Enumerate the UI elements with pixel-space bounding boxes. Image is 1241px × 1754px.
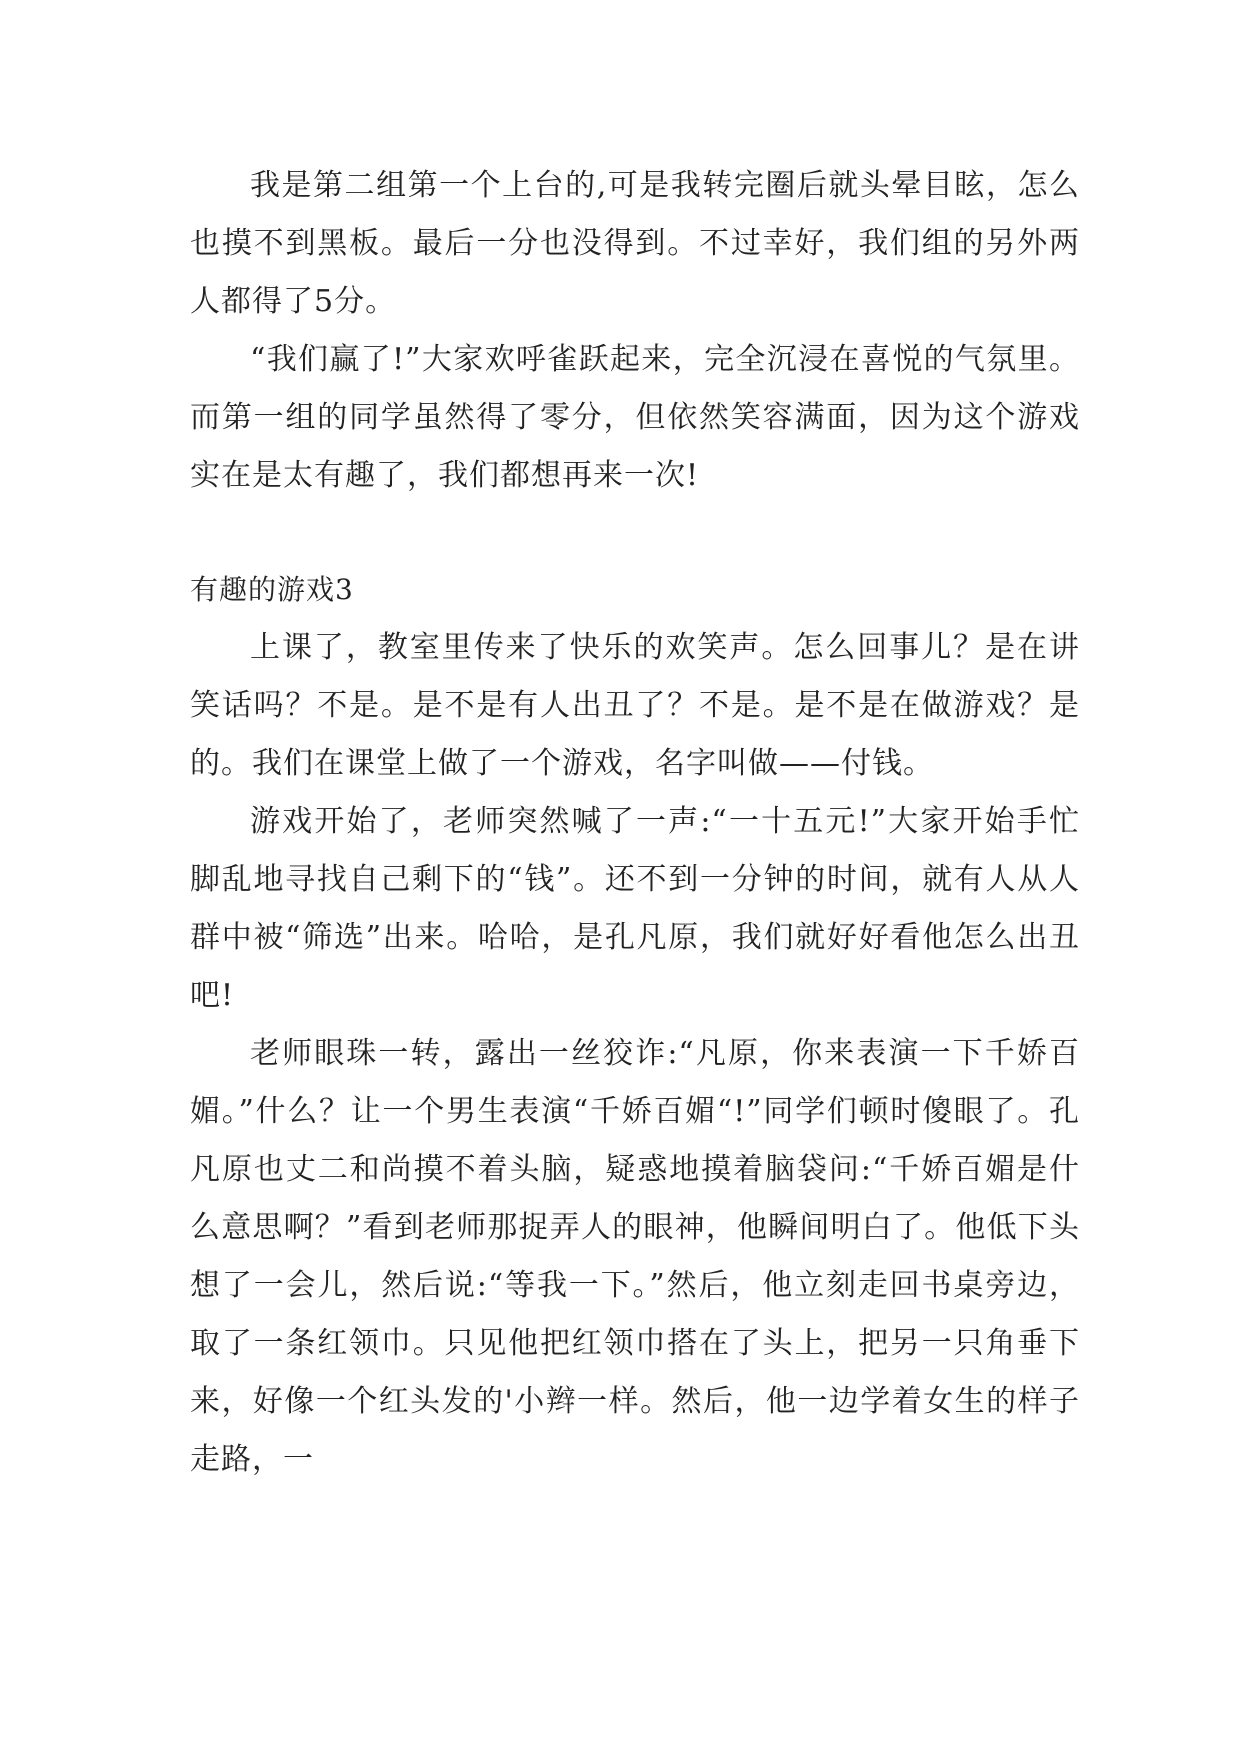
paragraph: 老师眼珠一转，露出一丝狡诈:“凡原，你来表演一下千娇百媚。”什么？让一个男生表演“千娇百媚“!”同学们顿时傻眼了。孔凡原也丈二和尚摸不着头脑，疑惑地摸着脑袋问:“千娇百媚是什么意思啊？”看到老师那捉弄人的眼神，他瞬间明白了。他低下头想了一会儿，然后说:“等我一下。”然后，他立刻走回书桌旁边，取了一条红领巾。只见他把红领巾搭在了头上，把另一只角垂下来，好像一个红头发的'小辫一样。然后，他一边学着女生的样子走路，一 (190, 1036, 1080, 1477)
paragraph: 游戏开始了，老师突然喊了一声:“一十五元!”大家开始手忙脚乱地寻找自己剩下的“钱”。还不到一分钟的时间，就有人从人群中被“筛选”出来。哈哈，是孔凡原，我们就好好看他怎么出丑吧! (190, 804, 1080, 1013)
section-2-body (190, 619, 1080, 1489)
section-2-heading: 有趣的游戏3 (190, 573, 354, 606)
section-1-body (190, 157, 1080, 505)
paragraph: 上课了，教室里传来了快乐的欢笑声。怎么回事儿？是在讲笑话吗？不是。是不是有人出丑了？不是。是不是在做游戏？是的。我们在课堂上做了一个游戏，名字叫做——付钱。 (190, 630, 1080, 781)
paragraph: 我是第二组第一个上台的,可是我转完圈后就头晕目眩，怎么也摸不到黑板。最后一分也没得到。不过幸好，我们组的另外两人都得了5分。 (190, 168, 1080, 319)
paragraph: “我们赢了!”大家欢呼雀跃起来，完全沉浸在喜悦的气氛里。而第一组的同学虽然得了零分，但依然笑容满面，因为这个游戏实在是太有趣了，我们都想再来一次! (190, 342, 1080, 493)
